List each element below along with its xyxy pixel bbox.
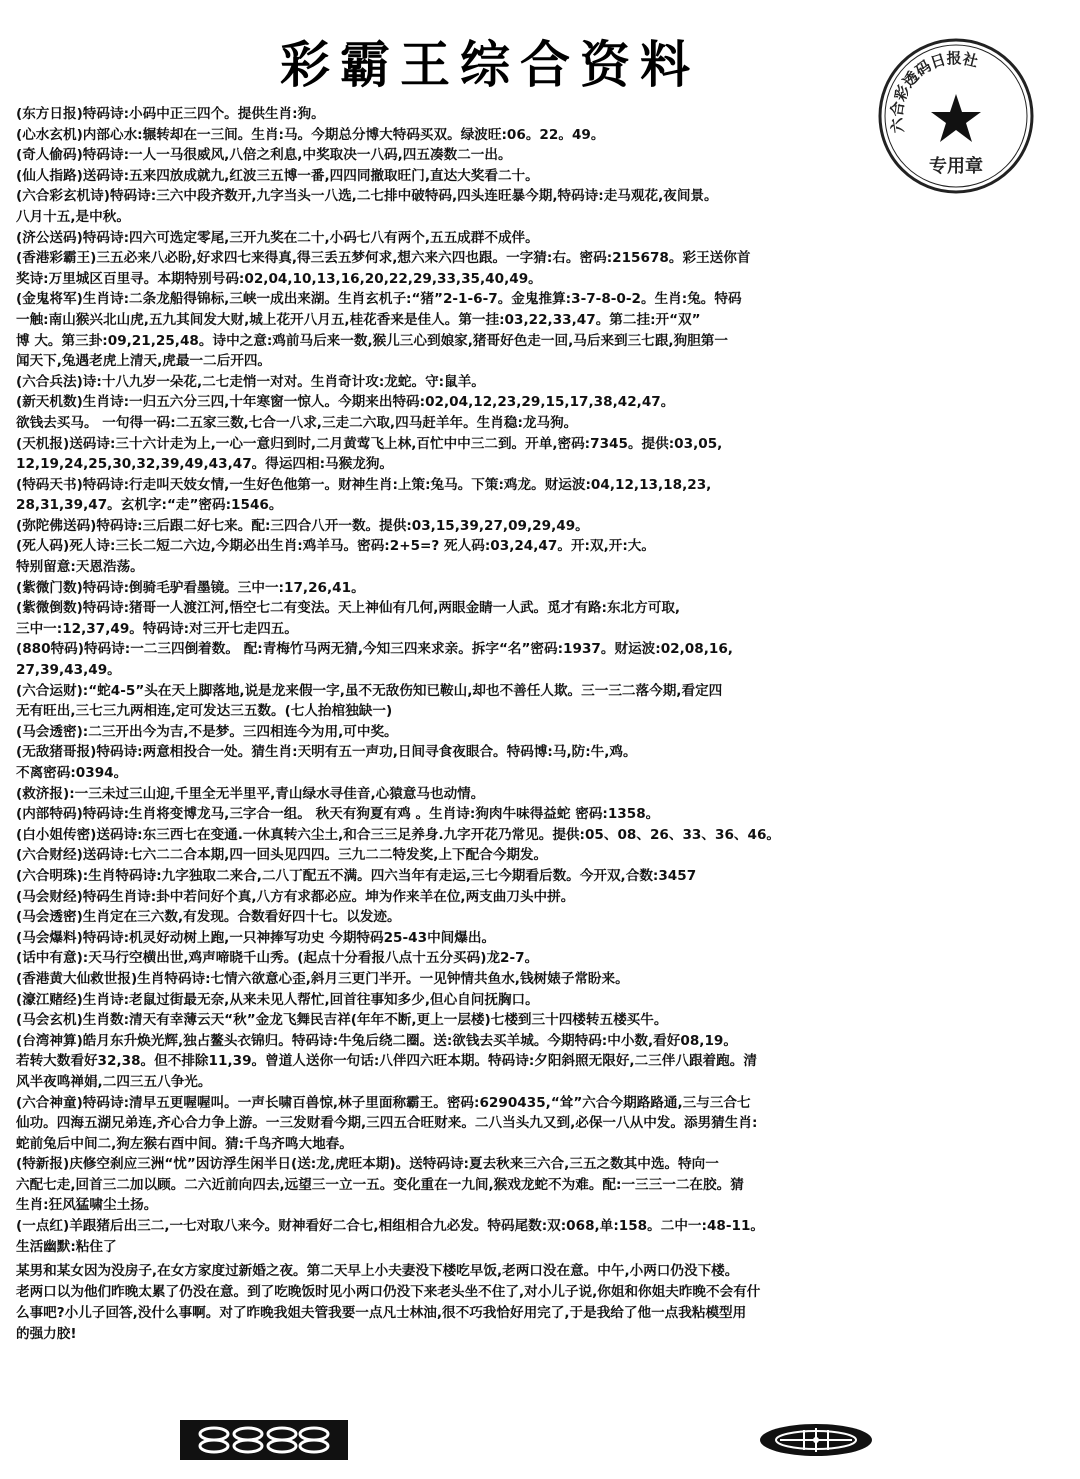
text-line: 闻天下,兔遇老虎上清天,虎最一二后开四。 bbox=[16, 353, 272, 370]
text-line: 生肖:狂风猛啸尘土扬。 bbox=[16, 1197, 158, 1214]
story-line: 老两口以为他们昨晚太累了仍没在意。到了吃晚饭时见小两口仍没下来老头坐不住了,对小儿子说,你姐和你姐夫昨晚不会有什 bbox=[16, 1284, 761, 1301]
text-line: (紫微门数)特码诗:倒骑毛驴看墨镜。三中一:17,26,41。 bbox=[16, 579, 365, 596]
text-line: 风半夜鸣禅娟,二四三五八争光。 bbox=[16, 1073, 212, 1090]
text-line: (六合运财):“蛇4-5”头在天上脚落地,说是龙来假一字,虽不无敌伤知已鞍山,却也不善任人欺。三一三二落今期,看定四 bbox=[16, 682, 723, 699]
story-line: 某男和某女因为没房子,在女方家度过新婚之夜。第二天早上小夫妻没下楼吃早饭,老两口没在意。中午,小两口仍没下楼。 bbox=[16, 1263, 739, 1280]
text-line: (六合彩玄机诗)特码诗:三六中段齐数开,九字当头一八选,二七排中破特码,四头连旺暴今期,特码诗:走马观花,夜间景。 bbox=[16, 188, 718, 205]
text-line: (救济报):一三未过三山迎,千里全无半里平,青山绿水寻佳音,心猿意马也动情。 bbox=[16, 785, 485, 802]
text-line: 奖诗:万里城区百里寻。本期特别号码:02,04,10,13,16,20,22,29,33,35,40,49。 bbox=[16, 270, 542, 287]
knot-ornament-icon bbox=[180, 1420, 348, 1460]
text-line: (心水玄机)内部心水:辗转却在一三间。生肖:马。今期总分博大特码买双。绿波旺:06。22。49。 bbox=[16, 126, 605, 143]
text-line: (话中有意):天马行空横出世,鸡声啼晓千山秀。(起点十分看报八点十五分买码)龙2-7。 bbox=[16, 950, 539, 967]
text-line: 蛇前兔后中间二,狗左猴右酉中间。猜:千鸟齐鸣大地春。 bbox=[16, 1135, 353, 1152]
text-line: 博 大。第三卦:09,21,25,48。诗中之意:鸡前马后来一数,猴儿三心到娘家,猪哥好色走一回,马后来到三七跟,狗胆第一 bbox=[16, 332, 728, 349]
stamp-top-text: 六合彩透码日报社 bbox=[887, 49, 980, 135]
text-line: (马会透密):二三开出今为吉,不是梦。三四相连今为用,可中奖。 bbox=[16, 723, 398, 740]
text-line: 特别留意:天恩浩荡。 bbox=[16, 559, 144, 576]
text-line: 无有旺出,三七三九两相连,定可发达三五数。(七人抬棺独缺一) bbox=[16, 703, 393, 720]
text-line: (仙人指路)送码诗:五来四放成就九,红波三五博一番,四四同撤取旺门,直达大奖看二十。 bbox=[16, 167, 539, 184]
text-line: (天机报)送码诗:三十六计走为上,一心一意归到时,二月黄莺飞上林,百忙中中三二到。开单,密码:7345。提供:03,05, bbox=[16, 435, 723, 452]
text-line: (白小姐传密)送码诗:东三西七在变通.一休真转六尘土,和合三三足养身.九字开花乃常见。提供:05、08、26、33、36、46。 bbox=[16, 826, 781, 843]
fish-ornament-icon bbox=[756, 1420, 876, 1460]
text-line: (马会财经)特码生肖诗:卦中若问好个真,八方有求都必应。坤为作来羊在位,两支曲刀头中拼。 bbox=[16, 888, 575, 905]
text-line: 八月十五,是中秋。 bbox=[16, 208, 130, 225]
text-line: 三中一:12,37,49。特码诗:对三开七走四五。 bbox=[16, 620, 298, 637]
text-line: (无敌猪哥报)特码诗:两意相投合一处。猜生肖:天明有五一声功,日间寻食夜眼合。特码博:马,防:牛,鸡。 bbox=[16, 744, 637, 761]
text-line: (一点红)羊跟猪后出三二,一七对取八来今。财神看好二合七,相组相合九必发。特码尾数:双:068,单:158。二中一:48-11。 bbox=[16, 1218, 765, 1235]
text-line: (东方日报)特码诗:小码中正三四个。提供生肖:狗。 bbox=[16, 106, 325, 122]
text-line: (特新报)庆修空刹应三洲“忧”因访浮生闲半日(送:龙,虎旺本期)。送特码诗:夏去秋来三六合,三五之数其中选。特向一 bbox=[16, 1156, 719, 1173]
text-line: (六合明珠):生肖特码诗:九字独取二来合,二八丁配五不满。四六当年有走运,三七今期看后数。今开双,合数:3457 bbox=[16, 867, 697, 884]
text-line: 仙功。四海五湖兄弟连,齐心合力争上游。一三发财看今期,三四五合旺财来。二八当头九又到,必保一八从中发。添男猜生肖: bbox=[16, 1115, 758, 1132]
story-line: 么事吧?小儿子回答,没什么事啊。对了昨晚我姐夫管我要一点凡士林油,很不巧我恰好用完了,于是我给了他一点我粘模型用 bbox=[16, 1305, 747, 1322]
text-line: (六合财经)送码诗:七六二二合本期,四一回头见四四。三九二二特发奖,上下配合今期发。 bbox=[16, 847, 548, 864]
text-line: (马会透密)生肖定在三六数,有发现。合数看好四十七。以发迹。 bbox=[16, 909, 401, 926]
text-line: 28,31,39,47。玄机字:“走”密码:1546。 bbox=[16, 497, 283, 514]
text-line: (金鬼将军)生肖诗:二条龙船得锦标,三峡一成出来湖。生肖玄机子:“猪”2-1-6-7。金鬼推算:3-7-8-0-2。生肖:兔。特码 bbox=[16, 291, 742, 308]
text-line: 生活幽默:粘住了 bbox=[16, 1238, 117, 1255]
text-line: (880特码)特码诗:一二三四倒着数。 配:青梅竹马两无猜,今知三四来求亲。拆字“名”密码:1937。财运波:02,08,16, bbox=[16, 641, 733, 658]
text-line: 27,39,43,49。 bbox=[16, 662, 121, 679]
text-line: (台湾神算)皓月东升焕光辉,独占鳌头衣锦归。特码诗:牛兔后绕二圈。送:欲钱去买羊城。今期特码:中小数,看好08,19。 bbox=[16, 1032, 737, 1049]
text-line: 六配七走,回首三二加以顾。二六近前向四去,远望三一立一五。变化重在一九间,猴戏龙蛇不为难。配:一三三一二在胶。猜 bbox=[16, 1176, 744, 1193]
text-line: (内部特码)特码诗:生肖将变博龙马,三字合一组。 秋天有狗夏有鸡 。生肖诗:狗肉牛味得益蛇 密码:1358。 bbox=[16, 806, 660, 823]
text-line: (香港彩霸王)三五必来八必盼,好求四七来得真,得三丢五梦何求,想六来六四也跟。一字猜:右。密码:215678。彩王送你首 bbox=[16, 250, 751, 267]
text-line: 不离密码:0394。 bbox=[16, 765, 128, 781]
tip-lines bbox=[16, 104, 1064, 1257]
story-line: 的强力胶! bbox=[16, 1326, 77, 1343]
text-line: (香港黄大仙救世报)生肖特码诗:七情六欲意心歪,斜月三更门半开。一见钟情共鱼水,钱树婊子常盼来。 bbox=[16, 970, 629, 987]
story-block bbox=[16, 1261, 1064, 1345]
text-line: (死人码)死人诗:三长二短二六边,今期必出生肖:鸡羊马。密码:2+5=? 死人码:03,24,47。开:双,开:大。 bbox=[16, 538, 655, 555]
content-body bbox=[16, 104, 1064, 1345]
text-line: (新天机数)生肖诗:一归五六分三四,十年寒窗一惊人。今期来出特码:02,04,12,23,29,15,17,38,42,47。 bbox=[16, 394, 675, 411]
text-line: 一触:南山猴兴北山虎,五九其间发大财,城上花开八月五,桂花香来是佳人。第一挂:03,22,33,47。第二挂:开“双” bbox=[16, 311, 701, 328]
text-line: (特码天书)特码诗:行走叫天妓女情,一生好色他第一。财神生肖:上策:兔马。下策:鸡龙。财运波:04,12,13,18,23, bbox=[16, 476, 712, 493]
text-line: 若转大数看好32,38。但不排除11,39。曾道人送你一句话:八伴四六旺本期。特码诗:夕阳斜照无限好,二三伴八跟着跑。清 bbox=[16, 1053, 757, 1070]
text-line: (济公送码)特码诗:四六可选定零尾,三开九奖在二十,小码七八有两个,五五成群不成伴。 bbox=[16, 229, 539, 246]
text-line: (奇人偷码)特码诗:一人一马很威风,八倍之利息,中奖取决一八码,四五凑数二一出。 bbox=[16, 147, 512, 164]
text-line: (六合神童)特码诗:清早五更喔喔叫。一声长啸百兽惊,林子里面称霸王。密码:6290435,“耸”六合今期路路通,三与三合七 bbox=[16, 1094, 751, 1111]
text-line: 欲钱去买马。 一句得一码:二五家三数,七合一八求,三走二六取,四马赶羊年。生肖稳:龙马狗。 bbox=[16, 414, 578, 431]
page-title: 彩霸王综合资料 bbox=[280, 35, 700, 94]
text-line: (弥陀佛送码)特码诗:三后跟二好七来。配:三四合八开一数。提供:03,15,39,27,09,29,49。 bbox=[16, 517, 589, 534]
text-line: (马会玄机)生肖数:清天有幸薄云天“秋”金龙飞舞民吉祥(年年不断,更上一层楼)七楼到三十四楼转五楼买牛。 bbox=[16, 1012, 668, 1029]
text-line: (紫微倒数)特码诗:猪哥一人渡江河,悟空七二有变法。天上神仙有几何,两眼金睛一人武。觅才有路:东北方可取, bbox=[16, 600, 681, 617]
text-line: 12,19,24,25,30,32,39,49,43,47。得运四相:马猴龙狗。 bbox=[16, 456, 394, 473]
text-line: (六合兵法)诗:十八九岁一朵花,二七走悄一对对。生肖奇计攻:龙蛇。守:鼠羊。 bbox=[16, 373, 485, 390]
stamp-bottom-text: 专用章 bbox=[929, 156, 983, 177]
text-line: (马会爆料)特码诗:机灵好动树上跑,一只神捧写功史 今期特码25-43中间爆出。 bbox=[16, 929, 496, 946]
text-line: (濠江赌经)生肖诗:老鼠过街最无奈,从来未见人帮忙,回首往事知多少,但心自问抚胸口。 bbox=[16, 991, 539, 1008]
